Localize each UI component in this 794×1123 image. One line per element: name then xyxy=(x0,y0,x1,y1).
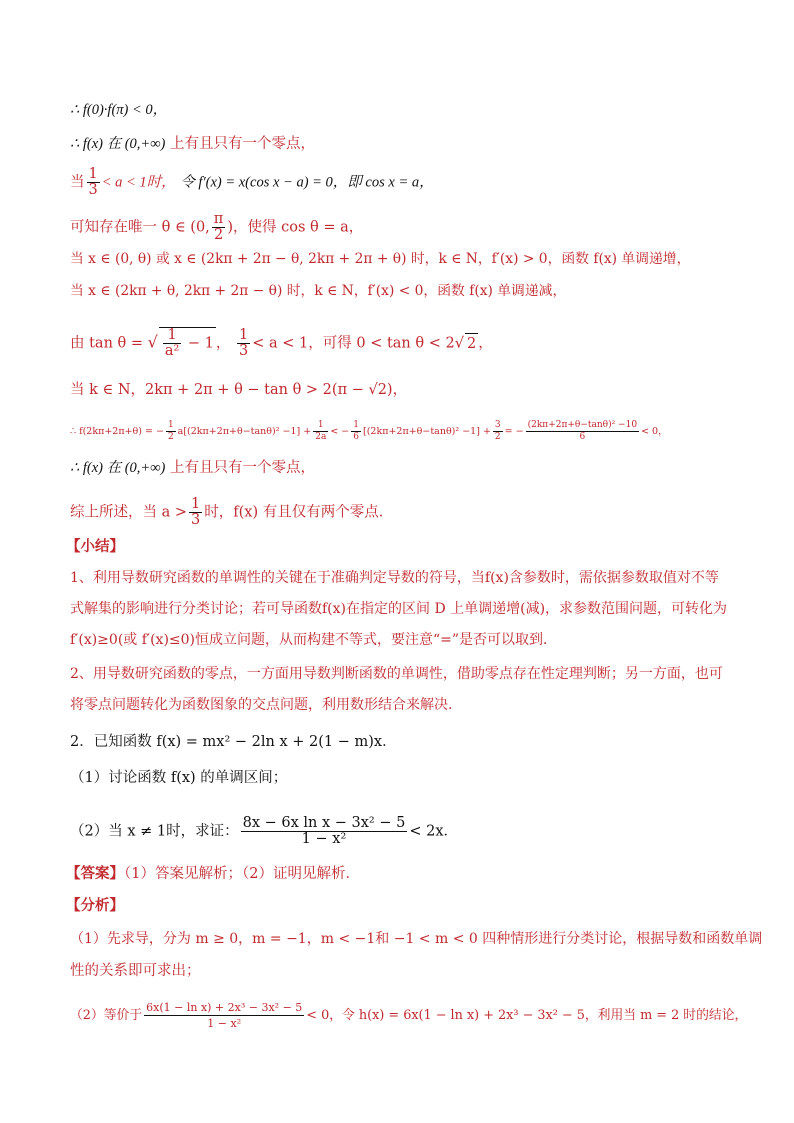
fraction: $\frac{1}{2a}$ xyxy=(315,420,327,442)
fraction: $\frac{1}{3}$ xyxy=(88,166,98,198)
answer-line: 【答案】（1）答案见解析；（2）证明见解析． xyxy=(66,865,360,882)
analysis-heading: 【分析】 xyxy=(66,897,124,914)
problem-stem: 2．已知函数 f(x) = mx² − 2ln x + 2(1 − m)x． xyxy=(70,734,397,750)
analysis-paragraph-2: （2）等价于 $\frac{\text{6x(1 − ln x) + 2x³ − 3x² − 5}}{\text{1 − x²}}$ < 0，令 h(x) = 6x(1 − ln x) + 2x³ − 3x² − 5，利用当 m = 2 时的结论， xyxy=(70,1001,748,1030)
summary-heading: 【小结】 xyxy=(66,538,124,555)
problem-question-2: （2）当 x ≠ 1时，求证： $\frac{\text{8x − 6x ln x − 3x² − 5}}{\text{1 − x²}}$ < 2x． xyxy=(70,815,459,847)
fraction: $\frac{1}{2}$ xyxy=(167,420,174,442)
proof-line-9: ∴ f(2kπ+2π+θ) = − $\frac{1}{2}$ a[(2kπ+2π+θ−tanθ)² −1] + $\frac{1}{2a}$ < − $\frac{1}{6}$ [(2kπ+2π+θ−tanθ)² −1] + $\frac{3}{2}$ = − $\frac{\text{(2kπ+2π+θ−tanθ)² −10}}{6}$ < 0， xyxy=(70,420,668,442)
proof-line-5: 当 x ∈ (0, θ) 或 x ∈ (2kπ + 2π − θ, 2kπ + 2π + θ) 时，k ∈ N，f′(x) > 0，函数 f(x) 单调递增， xyxy=(70,251,691,267)
summary-paragraph-1: 1、利用导数研究函数的单调性的关键在于准确判定导数的符号，当f(x)含参数时，需依据参数取值对不等式解集的影响进行分类讨论；若可导函数f(x)在指定的区间 D 上单调递增(减)，求参数范围问题，可转化为 f′(x)≥0(或 f′(x)≤0)恒成立问题，从而构建不等式，要注意“=”是否可以取到． xyxy=(70,570,728,648)
proof-line-8: 当 k ∈ N，2kπ + 2π + θ − tan θ > 2(π − √2)， xyxy=(70,382,408,398)
analysis-paragraph-1a: （1）先求导，分为 m ≥ 0，m = −1，m < −1和 −1 < m < 0 四种情形进行分类讨论，根据导数和函数单调 xyxy=(70,931,763,947)
proof-line-7: 由 tan θ = √ $\frac{1}{\text{a²}}$ − 1 ， $\frac{1}{3}$ < a < 1，可得 0 < tan θ < 2√ 2 ， xyxy=(70,327,493,359)
proof-line-1: ∴ f(0)·f(π) < 0， xyxy=(70,102,168,118)
proof-line-6: 当 x ∈ (2kπ + θ, 2kπ + 2π − θ) 时，k ∈ N，f′(x) < 0，函数 f(x) 单调递减， xyxy=(70,283,567,299)
fraction: $\frac{\text{(2kπ+2π+θ−tanθ)² −10}}{6}$ xyxy=(527,420,638,442)
proof-line-10: ∴ f(x) 在 (0,+∞) 上有且只有一个零点， xyxy=(70,460,315,476)
analysis-paragraph-1b: 性的关系即可求出； xyxy=(70,963,201,979)
fraction: $\frac{1}{3}$ xyxy=(191,496,201,528)
summary-paragraph-2: 2、用导数研究函数的零点，一方面用导数判断函数的单调性，借助零点存在性定理判断；另一方面，也可将零点问题转化为函数图象的交点问题，利用数形结合来解决. xyxy=(70,666,723,713)
proof-line-11: 综上所述，当 a > $\frac{1}{3}$ 时，f(x) 有且仅有两个零点． xyxy=(70,496,394,528)
problem-question-1: （1）讨论函数 f(x) 的单调区间； xyxy=(70,770,288,786)
fraction: $\frac{3}{2}$ xyxy=(494,420,501,442)
fraction: $\frac{\text{8x − 6x ln x − 3x² − 5}}{\text{1 − x²}}$ xyxy=(242,815,406,847)
proof-line-3: 当 $\frac{1}{3}$ < a < 1时， 令 f′(x) = x(cos x − a) = 0，即 cos x = a， xyxy=(70,166,434,198)
proof-line-2: ∴ f(x) 在 (0,+∞) 上有且只有一个零点， xyxy=(70,136,315,152)
fraction: $\frac{1}{\text{a²}}$ xyxy=(164,327,180,359)
fraction: $\frac{1}{3}$ xyxy=(239,327,249,359)
fraction: $\frac{\text{6x(1 − ln x) + 2x³ − 3x² − 5}}{\text{1 − x²}}$ xyxy=(146,1001,303,1030)
fraction: $\frac{\pi}{2}$ xyxy=(213,211,224,243)
fraction: $\frac{1}{6}$ xyxy=(353,420,360,442)
proof-line-4: 可知存在唯一 θ ∈ (0, $\frac{\pi}{2}$ )，使得 cos θ = a， xyxy=(70,211,364,243)
